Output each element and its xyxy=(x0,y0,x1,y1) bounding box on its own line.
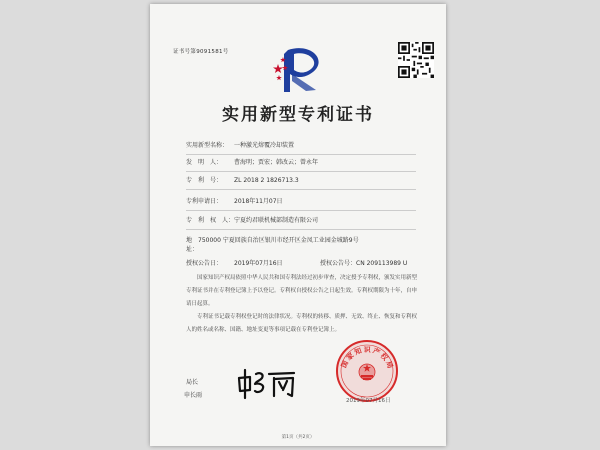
field-value: 一种激光熔覆冷却装置 xyxy=(234,142,295,149)
field-value: 2019年07月16日 xyxy=(234,260,283,267)
divider xyxy=(186,229,416,230)
svg-text:国家知识产权局: 国家知识产权局 xyxy=(339,345,395,371)
filing-date-row xyxy=(186,197,283,206)
field-value: ZL 2018 2 1826713.3 xyxy=(234,177,299,184)
grant-date-row xyxy=(186,258,407,267)
field-label: 实用新型名称： xyxy=(186,142,229,149)
field-value: 曹海明；贾宏；韩改云；曾永年 xyxy=(234,159,319,166)
certificate-body xyxy=(186,272,420,337)
director-signature xyxy=(236,366,298,400)
field-label: 地 址： xyxy=(186,237,199,253)
divider xyxy=(186,171,416,172)
field-value: CN 209113989 U xyxy=(356,260,408,267)
patent-number-row xyxy=(186,176,299,185)
divider xyxy=(186,154,416,155)
page-footer: 第1页（共2页） xyxy=(281,435,315,440)
divider xyxy=(186,210,416,211)
body-paragraph: 国家知识产权局依照中华人民共和国专利法经过初步审查，决定授予专利权，颁发实用新型专利证书并在专利登记簿上予以登记。专利权自授权公告之日起生效。专利权期限为十年，自申请日起算。 xyxy=(186,275,418,307)
certificate-sheet xyxy=(150,4,446,446)
field-label: 专 利 号： xyxy=(186,177,223,184)
field-value: 宁夏约君联机械部制造有限公司 xyxy=(234,217,319,224)
cnipa-emblem-icon xyxy=(272,44,332,94)
field-label: 授权公告日： xyxy=(186,260,223,267)
utility-model-name-row xyxy=(186,141,294,150)
certificate-number: 证书号第9091581号 xyxy=(173,49,229,55)
divider xyxy=(186,189,416,190)
patentee-row xyxy=(186,216,318,225)
field-label: 发 明 人： xyxy=(186,159,223,166)
field-label: 授权公告号： xyxy=(320,260,357,267)
inventor-row xyxy=(186,158,318,167)
qr-code-icon xyxy=(398,42,434,78)
director-label: 局长 xyxy=(186,379,199,386)
field-value: 750000 宁夏回族自治区银川市经开区金凤工业园金城路9号 xyxy=(198,237,359,244)
seal-date: 2019年07月16日 xyxy=(346,398,391,404)
body-paragraph: 专利证书记载专利权登记时的法律状况。专利权的转移、质押、无效、终止、恢复和专利权人的姓名或名称、国籍、地址变更等事项记载在专利登记簿上。 xyxy=(186,314,418,333)
official-seal xyxy=(334,338,400,404)
certificate-title: 实用新型专利证书 xyxy=(222,105,374,125)
field-label: 专利申请日： xyxy=(186,198,223,205)
field-label: 专 利 权 人： xyxy=(186,217,235,224)
field-value: 2018年11月07日 xyxy=(234,198,283,205)
director-name: 申长雨 xyxy=(184,392,203,399)
